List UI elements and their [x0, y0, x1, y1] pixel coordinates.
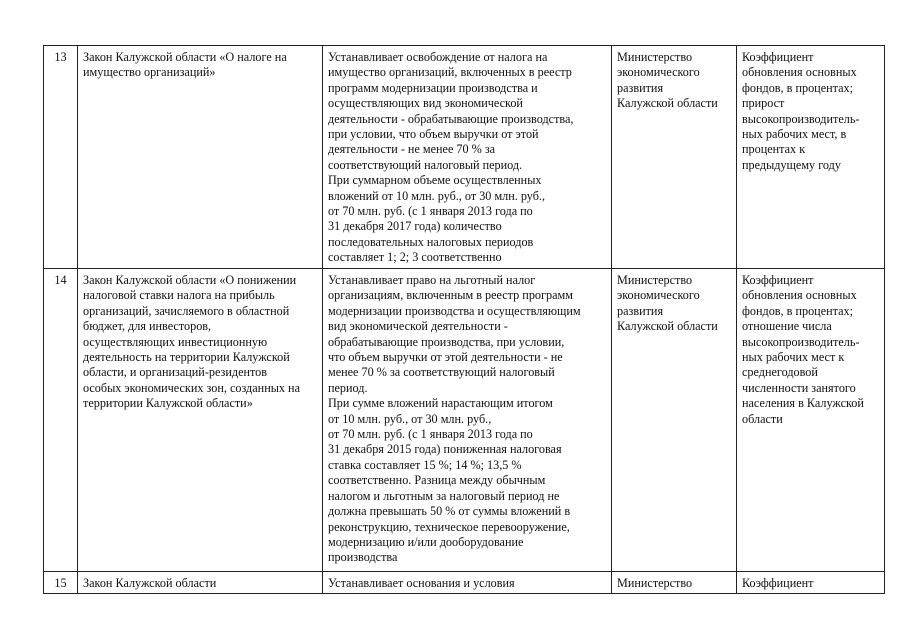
- text-line: последовательных налоговых периодов: [328, 234, 534, 249]
- text-line: соответствующий налоговый период.: [328, 157, 523, 172]
- description-cell: [323, 572, 612, 594]
- text-line: экономического: [617, 288, 700, 303]
- row-number: 15: [44, 572, 78, 594]
- text-line: имущество организаций»: [83, 65, 216, 80]
- text-line: при условии, что объем выручки от этой: [328, 127, 539, 142]
- text-line: менее 70 % за соответствующий налоговый: [328, 365, 555, 380]
- text-line: Калужской области: [617, 319, 718, 334]
- text-line: фондов, в процентах;: [742, 80, 853, 95]
- text-line: деятельность на территории Калужской: [83, 350, 290, 365]
- text-line: модернизации производства и осуществляющим: [328, 303, 581, 318]
- text-line: области: [742, 411, 783, 426]
- tax-benefits-table: [43, 45, 885, 594]
- indicator-cell: [737, 572, 885, 594]
- text-line: Министерство: [617, 273, 693, 287]
- text-line: модернизацию и/или дооборудование: [328, 534, 524, 549]
- text-line: фондов, в процентах;: [742, 303, 853, 318]
- text-line: населения в Калужской: [742, 396, 864, 411]
- text-line: от 10 млн. руб., от 30 млн. руб.,: [328, 411, 492, 426]
- text-line: отношение числа: [742, 319, 832, 334]
- text-line: Коэффициент: [742, 576, 814, 590]
- text-line: развития: [617, 303, 664, 318]
- text-line: предыдущему году: [742, 157, 841, 172]
- law-title-cell: [78, 269, 323, 572]
- text-line: Калужской области: [617, 96, 718, 111]
- indicator-cell: [737, 269, 885, 572]
- text-line: что объем выручки от этой деятельности - не: [328, 350, 563, 365]
- text-line: особых экономических зон, созданных на: [83, 380, 300, 395]
- text-line: реконструкцию, техническое перевооружение,: [328, 519, 570, 534]
- text-line: от 70 млн. руб. (с 1 января 2013 года по: [328, 427, 533, 442]
- text-line: Министерство: [617, 576, 693, 590]
- text-line: Устанавливает право на льготный налог: [328, 273, 536, 287]
- text-line: численности занятого: [742, 380, 856, 395]
- text-line: При суммарном объеме осуществленных: [328, 173, 542, 188]
- text-line: обновления основных: [742, 288, 857, 303]
- table-row: [44, 46, 885, 269]
- text-line: Закон Калужской области «О налоге на: [83, 50, 287, 64]
- text-line: Устанавливает освобождение от налога на: [328, 50, 548, 64]
- text-line: При сумме вложений нарастающим итогом: [328, 396, 553, 411]
- text-line: производства: [328, 550, 398, 565]
- ministry-cell: [612, 269, 737, 572]
- text-line: экономического: [617, 65, 700, 80]
- text-line: должна превышать 50 % от суммы вложений в: [328, 504, 571, 519]
- law-title-cell: [78, 46, 323, 269]
- text-line: период.: [328, 380, 368, 395]
- text-line: налоговой ставки налога на прибыль: [83, 288, 275, 303]
- text-line: Устанавливает основания и условия: [328, 576, 515, 590]
- text-line: Закон Калужской области «О понижении: [83, 273, 297, 287]
- text-line: от 70 млн. руб. (с 1 января 2013 года по: [328, 204, 533, 219]
- text-line: деятельности - обрабатывающие производства,: [328, 111, 574, 126]
- description-cell: [323, 269, 612, 572]
- text-line: прирост: [742, 96, 785, 111]
- text-line: программ модернизации производства и: [328, 80, 538, 95]
- text-line: 31 декабря 2015 года) пониженная налоговая: [328, 442, 562, 457]
- table-row: [44, 269, 885, 572]
- text-line: среднегодовой: [742, 365, 818, 380]
- text-line: территории Калужской области»: [83, 396, 253, 411]
- text-line: организаций, зачисляемого в областной: [83, 303, 290, 318]
- text-line: Закон Калужской области: [83, 576, 217, 590]
- text-line: осуществляющих вид экономической: [328, 96, 523, 111]
- ministry-cell: [612, 46, 737, 269]
- text-line: области, и организаций-резидентов: [83, 365, 268, 380]
- text-line: ставка составляет 15 %; 14 %; 13,5 %: [328, 457, 522, 472]
- text-line: вложений от 10 млн. руб., от 30 млн. руб.,: [328, 188, 546, 203]
- text-line: составляет 1; 2; 3 соответственно: [328, 250, 502, 265]
- text-line: развития: [617, 80, 664, 95]
- table-body: [44, 46, 885, 594]
- text-line: организациям, включенным в реестр программ: [328, 288, 573, 303]
- table-row: [44, 572, 885, 594]
- text-line: процентах к: [742, 142, 806, 157]
- law-title-cell: [78, 572, 323, 594]
- text-line: 31 декабря 2017 года) количество: [328, 219, 502, 234]
- text-line: бюджет, для инвесторов,: [83, 319, 212, 334]
- row-number: 14: [44, 269, 78, 572]
- ministry-cell: [612, 572, 737, 594]
- text-line: осуществляющих инвестиционную: [83, 334, 268, 349]
- text-line: обновления основных: [742, 65, 857, 80]
- description-cell: [323, 46, 612, 269]
- text-line: высокопроизводитель-: [742, 111, 860, 126]
- text-line: высокопроизводитель-: [742, 334, 860, 349]
- text-line: налогом и льготным за налоговый период не: [328, 488, 560, 503]
- text-line: вид экономической деятельности -: [328, 319, 508, 334]
- text-line: соответственно. Разница между обычным: [328, 473, 546, 488]
- text-line: Коэффициент: [742, 50, 814, 64]
- text-line: обрабатывающие производства, при условии,: [328, 334, 565, 349]
- row-number: 13: [44, 46, 78, 269]
- text-line: ных рабочих мест, в: [742, 127, 847, 142]
- text-line: ных рабочих мест к: [742, 350, 845, 365]
- text-line: Министерство: [617, 50, 693, 64]
- indicator-cell: [737, 46, 885, 269]
- text-line: имущество организаций, включенных в реестр: [328, 65, 572, 80]
- text-line: Коэффициент: [742, 273, 814, 287]
- text-line: деятельности - не менее 70 % за: [328, 142, 496, 157]
